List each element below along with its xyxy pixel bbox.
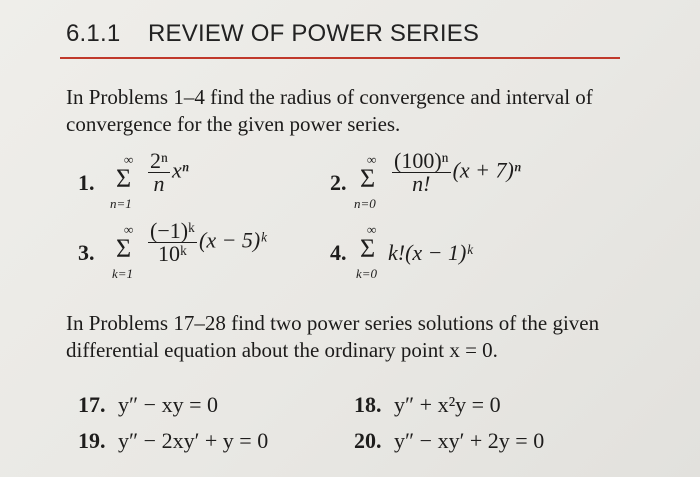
- sigma-symbol: Σ: [360, 234, 376, 263]
- problem-number: 4.: [330, 240, 347, 265]
- numerator: (−1)ᵏ: [150, 218, 195, 243]
- sum-lower-limit: n=1: [110, 196, 132, 211]
- equation: y″ + x²y = 0: [394, 392, 501, 417]
- sigma-symbol: Σ: [360, 164, 376, 193]
- heading-rule: [60, 57, 620, 59]
- fraction: [148, 220, 197, 265]
- sum-lower-limit: n=0: [354, 196, 376, 211]
- series-tail: (x + 7)ⁿ: [452, 157, 521, 183]
- section-title: REVIEW OF POWER SERIES: [148, 20, 480, 47]
- problems-1-4-instructions: In Problems 1–4 find the radius of convergence and interval of convergence for the given power series.: [66, 85, 593, 136]
- series-term: [146, 150, 189, 195]
- sum-upper-limit: ∞: [367, 152, 377, 167]
- problem-number: 17.: [78, 392, 106, 417]
- problem-number: 3.: [78, 240, 95, 265]
- series-term: k!(x − 1)ᵏ: [388, 240, 473, 265]
- series-tail: (x − 5)ᵏ: [199, 227, 267, 253]
- sum-upper-limit: ∞: [124, 222, 134, 237]
- sum-upper-limit: ∞: [124, 152, 134, 167]
- problem-number: 1.: [78, 170, 95, 195]
- sum-lower-limit: k=0: [356, 266, 378, 281]
- equation: y″ − 2xy′ + y = 0: [118, 428, 269, 453]
- equation: y″ − xy = 0: [118, 392, 218, 417]
- sigma-symbol: Σ: [116, 234, 132, 263]
- problems-17-28-instructions: In Problems 17–28 find two power series solutions of the given differential equation about the ordinary point x = 0.: [66, 311, 600, 362]
- problem-number: 19.: [78, 428, 106, 453]
- series-term: [390, 150, 521, 195]
- numerator: (100)ⁿ: [394, 148, 449, 173]
- problem-number: 2.: [330, 170, 347, 195]
- problem-number: 20.: [354, 428, 382, 453]
- section-heading: [66, 20, 479, 48]
- series-term: [146, 220, 266, 265]
- sum-lower-limit: k=1: [112, 266, 134, 281]
- sigma-symbol: Σ: [116, 164, 132, 193]
- section-number: 6.1.1: [66, 20, 121, 47]
- numerator: 2ⁿ: [150, 148, 168, 173]
- fraction: [148, 150, 170, 195]
- series-tail: xⁿ: [171, 157, 189, 183]
- fraction: [392, 150, 451, 195]
- denominator: 10ᵏ: [158, 241, 187, 266]
- denominator: n!: [412, 171, 431, 196]
- denominator: n: [153, 171, 165, 196]
- problem-number: 18.: [354, 392, 382, 417]
- sum-upper-limit: ∞: [367, 222, 377, 237]
- equation: y″ − xy′ + 2y = 0: [394, 428, 545, 453]
